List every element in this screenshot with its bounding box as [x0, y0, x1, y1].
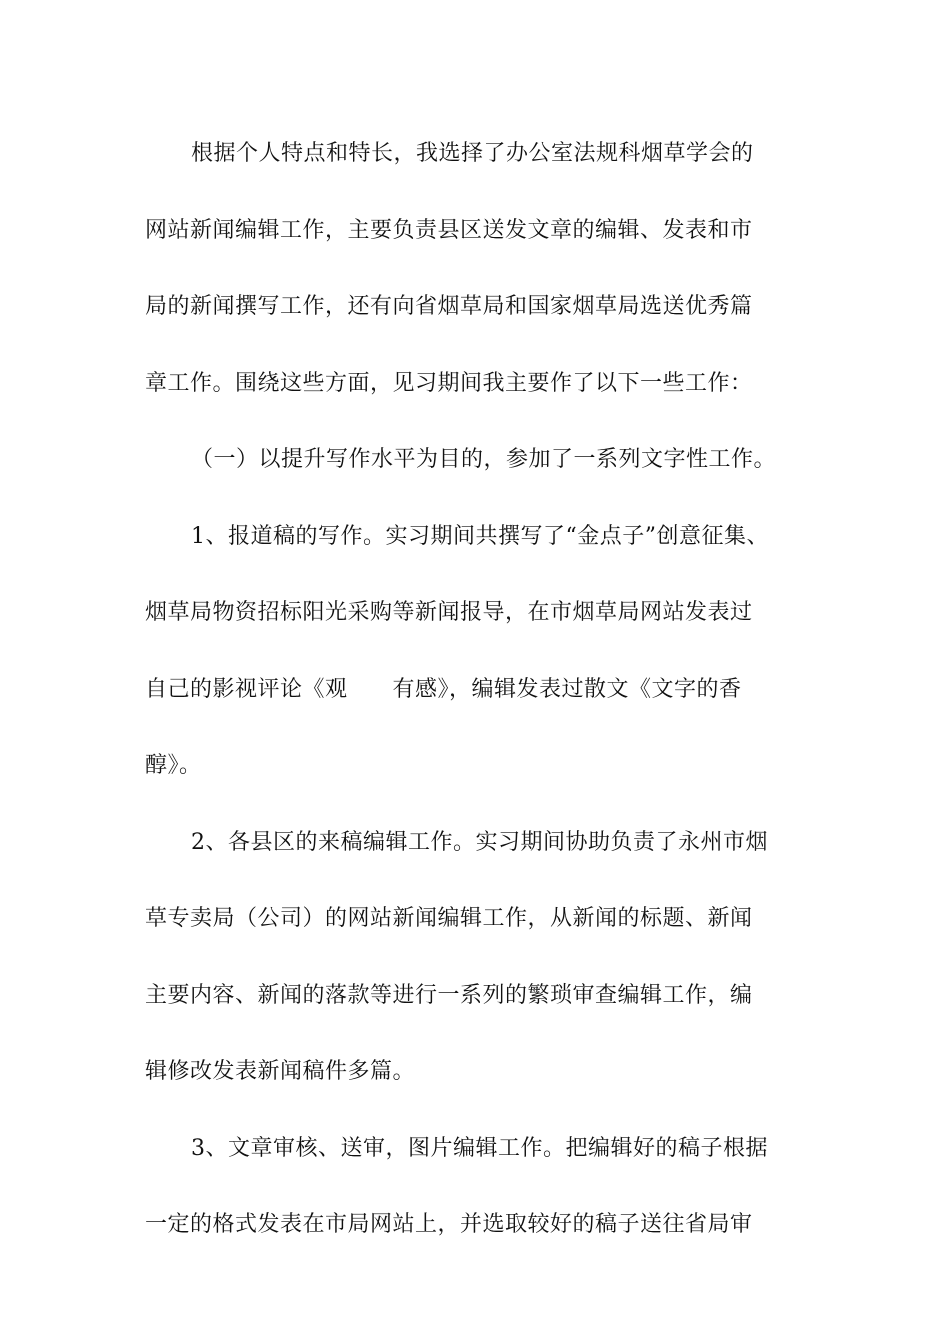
- paragraph-line: 3、文章审核、送审，图片编辑工作。把编辑好的稿子根据: [191, 1135, 768, 1161]
- paragraph-line: 章工作。围绕这些方面，见习期间我主要作了以下一些工作：: [145, 370, 753, 396]
- paragraph-line: 主要内容、新闻的落款等进行一系列的繁琐审查编辑工作，编: [145, 982, 753, 1008]
- paragraph-line: 辑修改发表新闻稿件多篇。: [145, 1059, 416, 1084]
- section-heading: （一）以提升写作水平为目的，参加了一系列文字性工作。: [191, 447, 777, 472]
- paragraph-line: 网站新闻编辑工作，主要负责县区送发文章的编辑、发表和市: [145, 217, 753, 243]
- paragraph-line: 自己的影视评论《观 有感》，编辑发表过散文《文字的香: [145, 676, 742, 702]
- document-body: [145, 132, 835, 1280]
- paragraph-line: 1、报道稿的写作。实习期间共撰写了“金点子”创意征集、: [191, 523, 769, 549]
- paragraph-line: 烟草局物资招标阳光采购等新闻报导，在市烟草局网站发表过: [145, 600, 753, 625]
- paragraph-line: 一定的格式发表在市局网站上，并选取较好的稿子送往省局审: [145, 1212, 753, 1237]
- paragraph-line: 醇》。: [145, 753, 202, 778]
- paragraph-line: 草专卖局（公司）的网站新闻编辑工作，从新闻的标题、新闻: [145, 906, 753, 931]
- paragraph-line: 根据个人特点和特长，我选择了办公室法规科烟草学会的: [191, 141, 754, 166]
- paragraph-line: 局的新闻撰写工作，还有向省烟草局和国家烟草局选送优秀篇: [145, 294, 753, 319]
- paragraph-line: 2、各县区的来稿编辑工作。实习期间协助负责了永州市烟: [191, 829, 768, 855]
